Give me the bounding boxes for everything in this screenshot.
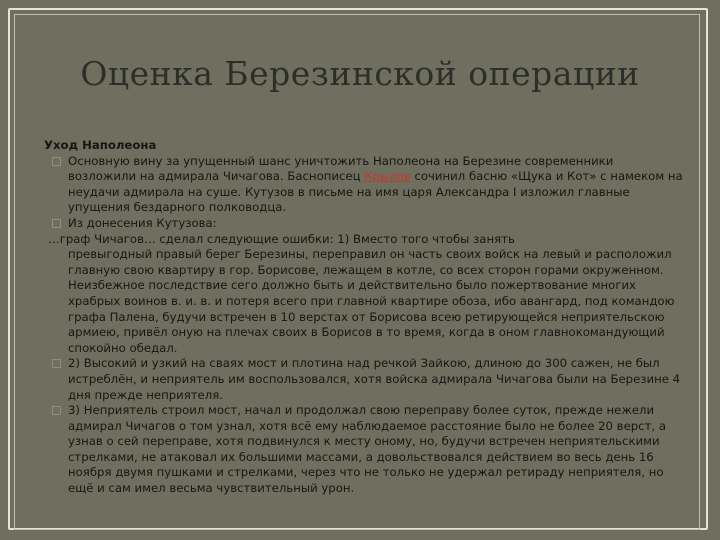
paragraph-4-text: 2) Высокий и узкий на сваях мост и плотина над речкой Зайкою, длиною до 300 сажен, не был истреблён, и неприятель им воспользовался, хотя войска адмирала Чичагова были на Березине 4 дня прежде неприятеля. <box>68 356 681 402</box>
square-bullet-icon <box>52 157 61 166</box>
quote-lead-line: …граф Чичагов… сделал следующие ошибки: 1) Вместо того чтобы занять <box>48 231 515 246</box>
slide-content <box>44 138 684 497</box>
paragraph-1-text-a: Основную вину за упущенный шанс уничтожить Наполеона на Березине современники возложили на адмирала Чичагова. Баснописец <box>68 153 614 184</box>
bullet-item-2 <box>44 216 684 232</box>
quote-paragraph: превыгодный правый берег Березины, переправил он часть своих войск на левый и расположил главную свою квартиру в гор. Борисове, лежащем в котле, со всех сторон горами окруженном. Неизбежное последствие сего должно быть и действительно было пожертвование многих храбрых воинов в. и. в. и потеря всего при главной квартире обоза, ибо авангард, под командою графа Палена, будучи встречен в 10 верстах от Борисова всею ретирующейся неприятельскою армиею, привёл оную на плечах своих в Борисов в то время, когда в оном главнокомандующий спокойно обедал. <box>68 247 675 355</box>
paragraph-2-text: Из донесения Кутузова: <box>68 215 217 230</box>
bullet-item-3 <box>44 356 684 403</box>
slide-title: Оценка Березинской операции <box>80 54 640 93</box>
paragraph-5-text: 3) Неприятель строил мост, начал и продолжал свою переправу более суток, прежде нежели адмирал Чичагов о том узнал, хотя всё ему наблюдаемое расстояние было не более 20 верст, а узнав о сей переправе, хотя подвинулся к месту оному, но, будучи встречен неприятельскими стрелками, не атаковал их большими массами, а довольствовался действием во весь день 16 ноября двумя пушками и стрелками, через что не только не удержал ретираду неприятеля, но ещё и сам имел весьма чувствительный урон. <box>68 403 667 496</box>
krylov-link[interactable]: Крылов <box>364 169 411 184</box>
paragraph-1-text-b: сочинил басню «Щука и Кот» с намеком на неудачи адмирала на суше. Кутузов в письме на имя царя Александра I изложил главные упущения бездарного полководца. <box>68 169 683 215</box>
bullet-item-1 <box>44 154 684 216</box>
square-bullet-icon <box>52 359 61 368</box>
bullet-item-4 <box>44 403 684 497</box>
square-bullet-icon <box>52 406 61 415</box>
section-heading: Уход Наполеона <box>44 138 157 152</box>
square-bullet-icon <box>52 219 61 228</box>
